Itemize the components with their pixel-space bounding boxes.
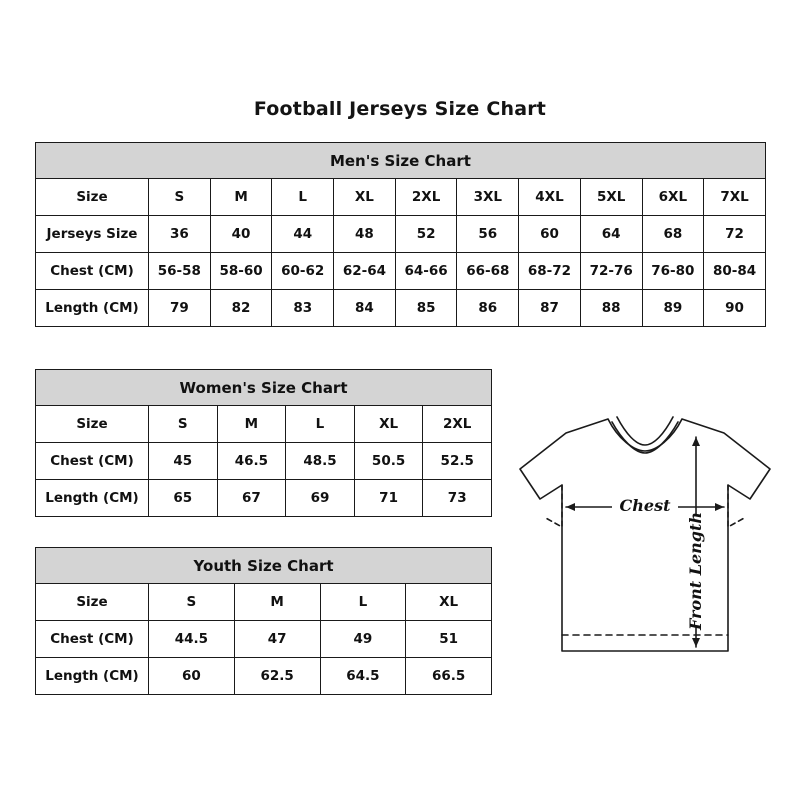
table-cell: L	[272, 179, 334, 216]
womens-size-chart-table	[35, 369, 492, 517]
table-cell: 50.5	[354, 443, 423, 480]
table-cell: 82	[210, 290, 272, 327]
table-row	[36, 584, 492, 621]
table-cell: S	[149, 179, 211, 216]
table-cell: 65	[149, 480, 218, 517]
chest-label: Chest	[619, 496, 671, 515]
row-label-chest-cm: Chest (CM)	[36, 443, 149, 480]
table-cell: 51	[406, 621, 492, 658]
table-cell: 4XL	[519, 179, 581, 216]
table-header-row	[36, 548, 492, 584]
table-cell: XL	[406, 584, 492, 621]
table-row	[36, 658, 492, 695]
row-label-chest-cm: Chest (CM)	[36, 621, 149, 658]
t-shirt-measurement-diagram	[500, 395, 790, 685]
table-row	[36, 480, 492, 517]
row-label-length-cm: Length (CM)	[36, 480, 149, 517]
table-cell: 86	[457, 290, 519, 327]
table-cell: 48.5	[286, 443, 355, 480]
table-header-row	[36, 370, 492, 406]
table-cell: 66-68	[457, 253, 519, 290]
table-row	[36, 253, 766, 290]
row-label-size: Size	[36, 584, 149, 621]
table-cell: M	[217, 406, 286, 443]
table-cell: 88	[580, 290, 642, 327]
table-cell: 83	[272, 290, 334, 327]
table-cell: 79	[149, 290, 211, 327]
table-cell: 84	[334, 290, 396, 327]
table-cell: 68-72	[519, 253, 581, 290]
table-cell: 62-64	[334, 253, 396, 290]
table-cell: 85	[395, 290, 457, 327]
table-cell: M	[210, 179, 272, 216]
table-cell: 36	[149, 216, 211, 253]
table-cell: 67	[217, 480, 286, 517]
row-label-size: Size	[36, 179, 149, 216]
table-cell: 46.5	[217, 443, 286, 480]
table-cell: 5XL	[580, 179, 642, 216]
table-cell: XL	[354, 406, 423, 443]
table-cell: 64.5	[320, 658, 406, 695]
table-cell: 2XL	[395, 179, 457, 216]
table-row	[36, 179, 766, 216]
table-cell: 72-76	[580, 253, 642, 290]
table-cell: 72	[704, 216, 766, 253]
row-label-chest-cm: Chest (CM)	[36, 253, 149, 290]
table-cell: 52	[395, 216, 457, 253]
table-cell: 62.5	[234, 658, 320, 695]
table-header-row	[36, 143, 766, 179]
chest-arrow-left	[566, 503, 575, 511]
table-row	[36, 443, 492, 480]
table-row	[36, 621, 492, 658]
table-cell: 73	[423, 480, 492, 517]
front-length-arrow-bottom	[692, 638, 700, 647]
table-row	[36, 216, 766, 253]
row-label-size: Size	[36, 406, 149, 443]
table-cell: 60-62	[272, 253, 334, 290]
table-cell: 58-60	[210, 253, 272, 290]
mens-size-chart-table	[35, 142, 766, 327]
table-cell: 47	[234, 621, 320, 658]
table-cell: 56-58	[149, 253, 211, 290]
row-label-jerseys-size: Jerseys Size	[36, 216, 149, 253]
table-cell: L	[320, 584, 406, 621]
table-cell: 71	[354, 480, 423, 517]
table-cell: 89	[642, 290, 704, 327]
table-cell: 87	[519, 290, 581, 327]
table-cell: 60	[149, 658, 235, 695]
table-cell: 45	[149, 443, 218, 480]
table-cell: 68	[642, 216, 704, 253]
table-cell: 56	[457, 216, 519, 253]
table-row	[36, 290, 766, 327]
chest-arrow-right	[715, 503, 724, 511]
table-cell: 52.5	[423, 443, 492, 480]
table-cell: 44	[272, 216, 334, 253]
table-cell: 40	[210, 216, 272, 253]
table-cell: 80-84	[704, 253, 766, 290]
table-cell: 66.5	[406, 658, 492, 695]
youth-table-header: Youth Size Chart	[36, 548, 492, 584]
table-cell: 64-66	[395, 253, 457, 290]
table-cell: 64	[580, 216, 642, 253]
front-length-label: Front Length	[686, 511, 705, 631]
table-cell: 69	[286, 480, 355, 517]
table-cell: L	[286, 406, 355, 443]
table-cell: S	[149, 584, 235, 621]
table-cell: S	[149, 406, 218, 443]
row-label-length-cm: Length (CM)	[36, 658, 149, 695]
table-row	[36, 406, 492, 443]
table-cell: 49	[320, 621, 406, 658]
row-label-length-cm: Length (CM)	[36, 290, 149, 327]
table-cell: 7XL	[704, 179, 766, 216]
table-cell: 60	[519, 216, 581, 253]
table-cell: 90	[704, 290, 766, 327]
front-length-arrow-top	[692, 437, 700, 446]
youth-size-chart-table	[35, 547, 492, 695]
page-title: Football Jerseys Size Chart	[253, 98, 547, 120]
table-cell: 44.5	[149, 621, 235, 658]
table-cell: M	[234, 584, 320, 621]
table-cell: XL	[334, 179, 396, 216]
table-cell: 76-80	[642, 253, 704, 290]
table-cell: 6XL	[642, 179, 704, 216]
table-cell: 2XL	[423, 406, 492, 443]
womens-table-header: Women's Size Chart	[36, 370, 492, 406]
table-cell: 3XL	[457, 179, 519, 216]
table-cell: 48	[334, 216, 396, 253]
mens-table-header: Men's Size Chart	[36, 143, 766, 179]
